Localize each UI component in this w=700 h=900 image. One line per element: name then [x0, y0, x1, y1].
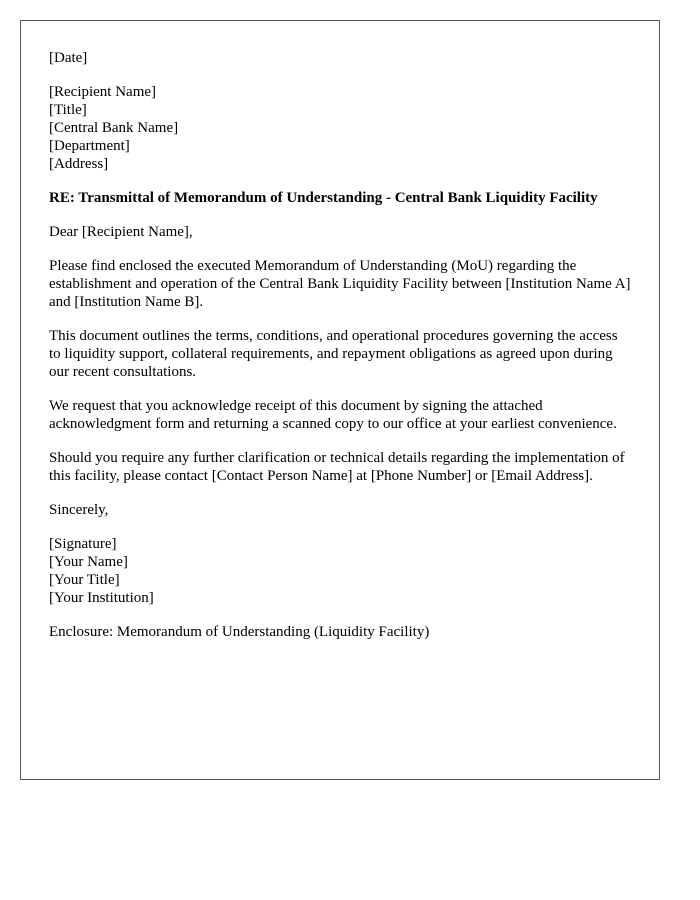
- paragraph-document-outline: This document outlines the terms, conditions, and operational procedures governing the access to liquidity support, collateral requirements, and repayment obligations as agreed upon during our recent consultations.: [49, 328, 618, 380]
- recipient-block: [49, 83, 631, 173]
- paragraph-acknowledge-request: We request that you acknowledge receipt of this document by signing the attached acknowledgment form and returning a scanned copy to our office at your earliest convenience.: [49, 398, 617, 432]
- sender-name: [Your Name]: [49, 554, 128, 570]
- paragraph-enclosed-mou: Please find enclosed the executed Memorandum of Understanding (MoU) regarding the establishment and operation of the Central Bank Liquidity Facility between [Institution Name A] and [Institution Name B].: [49, 258, 631, 310]
- signature-placeholder: [Signature]: [49, 536, 117, 552]
- signature-block: [49, 535, 631, 607]
- subject-line: RE: Transmittal of Memorandum of Understanding - Central Bank Liquidity Facility: [49, 190, 598, 206]
- paragraph-contact-info: Should you require any further clarification or technical details regarding the implementation of this facility, please contact [Contact Person Name] at [Phone Number] or [Email Address].: [49, 450, 625, 484]
- sender-title: [Your Title]: [49, 572, 120, 588]
- letter-body: [49, 49, 631, 641]
- letter-date: [49, 49, 631, 67]
- letter-page: [20, 20, 660, 780]
- date-text: [Date]: [49, 50, 88, 66]
- recipient-department: [Department]: [49, 138, 130, 154]
- recipient-title: [Title]: [49, 102, 87, 118]
- recipient-address: [Address]: [49, 156, 109, 172]
- sender-institution: [Your Institution]: [49, 590, 154, 606]
- recipient-bank: [Central Bank Name]: [49, 120, 179, 136]
- recipient-name: [Recipient Name]: [49, 84, 157, 100]
- closing: Sincerely,: [49, 502, 109, 518]
- salutation: Dear [Recipient Name],: [49, 224, 193, 240]
- enclosure-line: Enclosure: Memorandum of Understanding (Liquidity Facility): [49, 624, 430, 640]
